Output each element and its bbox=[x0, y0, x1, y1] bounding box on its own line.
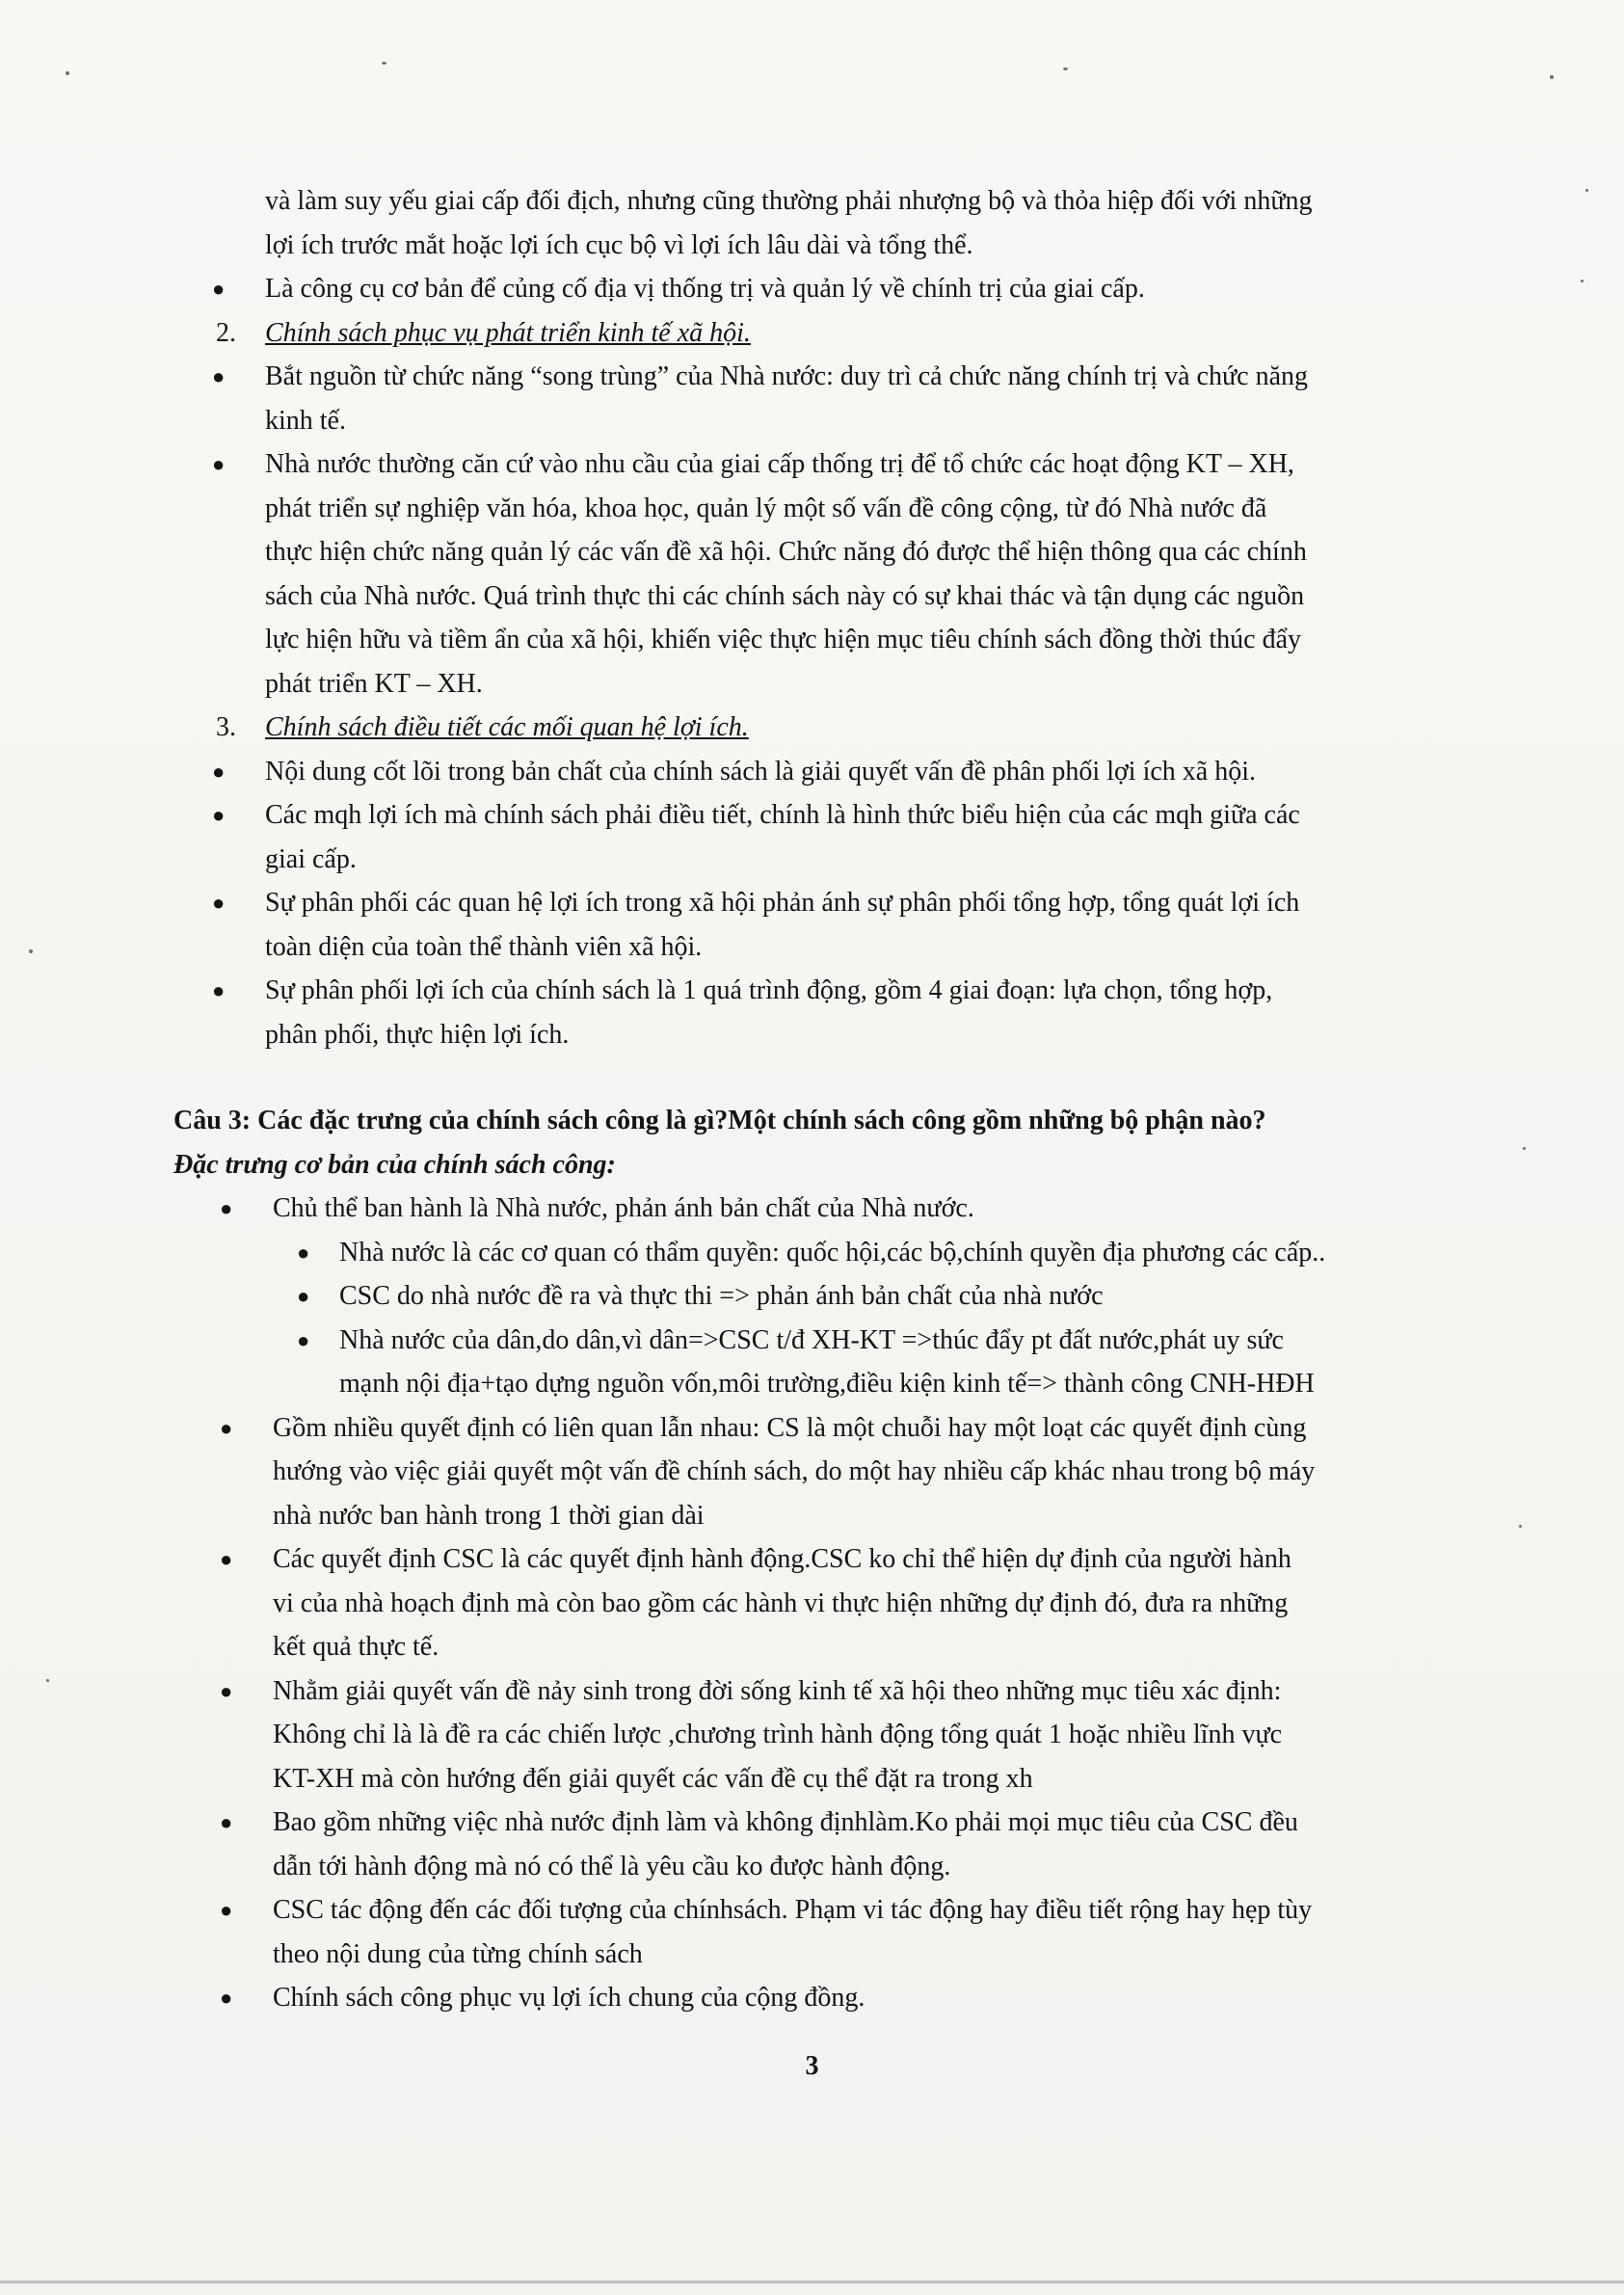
bullet-item bbox=[173, 1669, 1417, 1801]
text-line: Bao gồm những việc nhà nước định làm và không địnhlàm.Ko phải mọi mục tiêu của CSC đều bbox=[273, 1807, 1298, 1837]
text-line: giai cấp. bbox=[265, 843, 357, 874]
numbered-heading bbox=[173, 311, 1417, 356]
bullet-dot-icon: ● bbox=[297, 1327, 310, 1352]
bullet-item bbox=[173, 1187, 1417, 1231]
text-line: Nhà nước thường căn cứ vào nhu cầu của giai cấp thống trị để tổ chức các hoạt động KT – XH, bbox=[265, 449, 1294, 479]
text-line: hướng vào việc giải quyết một vấn đề chính sách, do một hay nhiều cấp khác nhau trong bộ máy bbox=[273, 1456, 1316, 1486]
text-line: Nhằm giải quyết vấn đề nảy sinh trong đời sống kinh tế xã hội theo những mục tiêu xác định: bbox=[273, 1675, 1282, 1706]
scan-speck bbox=[1519, 1525, 1522, 1528]
bullet-dot-icon: ● bbox=[212, 364, 226, 388]
text-line: sách của Nhà nước. Quá trình thực thi các chính sách này có sự khai thác và tận dụng các nguồn bbox=[265, 580, 1305, 611]
text-line: Chủ thể ban hành là Nhà nước, phản ánh bản chất của Nhà nước. bbox=[273, 1193, 974, 1223]
text-line: CSC do nhà nước đề ra và thực thi => phản ánh bản chất của nhà nước bbox=[339, 1281, 1104, 1311]
text-line: Gồm nhiều quyết định có liên quan lẫn nhau: CS là một chuỗi hay một loạt các quyết định cùng bbox=[273, 1412, 1307, 1443]
bullet-item bbox=[173, 1976, 1417, 2020]
bullet-dot-icon: ● bbox=[220, 1986, 233, 2010]
heading-text: Chính sách điều tiết các mối quan hệ lợi ích. bbox=[265, 712, 749, 742]
heading-text: Chính sách phục vụ phát triển kinh tế xã hội. bbox=[265, 317, 751, 348]
bullet-dot-icon: ● bbox=[297, 1284, 310, 1308]
scan-speck bbox=[382, 62, 386, 65]
text-line: Các quyết định CSC là các quyết định hành động.CSC ko chỉ thể hiện dự định của người hành bbox=[273, 1544, 1291, 1574]
bullet-dot-icon: ● bbox=[212, 803, 226, 827]
bullet-dot-icon: ● bbox=[220, 1678, 233, 1703]
text-line: Là công cụ cơ bản để củng cố địa vị thống trị và quản lý về chính trị của giai cấp. bbox=[265, 274, 1145, 304]
numbered-heading bbox=[173, 706, 1417, 750]
bullet-dot-icon: ● bbox=[212, 759, 226, 784]
scan-speck bbox=[66, 71, 69, 75]
text-line: KT-XH mà còn hướng đến giải quyết các vấn đề cụ thể đặt ra trong xh bbox=[273, 1763, 1033, 1794]
bullet-item bbox=[173, 1801, 1417, 1888]
scan-speck bbox=[1550, 75, 1554, 79]
heading-number: 3. bbox=[216, 712, 236, 742]
bullet-dot-icon: ● bbox=[212, 277, 226, 301]
bullet-item bbox=[173, 793, 1417, 881]
text-line: phân phối, thực hiện lợi ích. bbox=[265, 1019, 570, 1050]
scan-speck bbox=[46, 1679, 49, 1682]
text-line: thực hiện chức năng quản lý các vấn đề xã hội. Chức năng đó được thể hiện thông qua các chính bbox=[265, 537, 1307, 567]
text-line: Sự phân phối các quan hệ lợi ích trong xã hội phản ánh sự phân phối tổng hợp, tổng quát lợi ích bbox=[265, 888, 1300, 918]
page-number: 3 bbox=[805, 2051, 819, 2081]
text-line: Nhà nước là các cơ quan có thẩm quyền: quốc hội,các bộ,chính quyền địa phương các cấp.. bbox=[339, 1237, 1326, 1268]
bullet-item bbox=[173, 1888, 1417, 1976]
bullet-item bbox=[173, 442, 1417, 706]
bullet-dot-icon: ● bbox=[297, 1240, 310, 1265]
text-line: vi của nhà hoạch định mà còn bao gồm các hành vi thực hiện những dự định đó, đưa ra những bbox=[273, 1588, 1289, 1618]
text-line: dẫn tới hành động mà nó có thể là yêu cầu ko được hành động. bbox=[273, 1851, 951, 1881]
bullet-dot-icon: ● bbox=[220, 1196, 233, 1220]
question-heading: Câu 3: Các đặc trưng của chính sách công là gì?Một chính sách công gồm những bộ phận nào? bbox=[173, 1106, 1266, 1135]
text-line: Không chỉ là là đề ra các chiến lược ,chương trình hành động tổng quát 1 hoặc nhiều lĩnh vực bbox=[273, 1720, 1283, 1749]
bullet-dot-icon: ● bbox=[212, 978, 226, 1002]
text-line: và làm suy yếu giai cấp đối địch, nhưng cũng thường phải nhượng bộ và thỏa hiệp đối với những bbox=[265, 186, 1313, 216]
scan-speck bbox=[1581, 280, 1584, 282]
text-line: phát triển sự nghiệp văn hóa, khoa học, quản lý một số vấn đề công cộng, từ đó Nhà nước đã bbox=[265, 493, 1267, 523]
text-line: lực hiện hữu và tiềm ẩn của xã hội, khiến việc thực hiện mục tiêu chính sách đồng thời thúc đẩy bbox=[265, 625, 1302, 654]
bullet-item bbox=[173, 355, 1417, 442]
bullet-item bbox=[173, 881, 1417, 969]
text-line: kết quả thực tế. bbox=[273, 1632, 439, 1662]
scan-speck bbox=[1063, 67, 1068, 70]
text-line: lợi ích trước mắt hoặc lợi ích cục bộ vì lợi ích lâu dài và tổng thể. bbox=[265, 229, 973, 260]
bullet-dot-icon: ● bbox=[212, 452, 226, 476]
bullet-item bbox=[173, 267, 1417, 311]
heading-number: 2. bbox=[216, 317, 236, 348]
text-line: phát triển KT – XH. bbox=[265, 668, 483, 699]
paragraph-gap bbox=[173, 1056, 1417, 1099]
bullet-item bbox=[173, 969, 1417, 1056]
bullet-dot-icon: ● bbox=[220, 1810, 233, 1834]
text-line: Chính sách công phục vụ lợi ích chung của cộng đồng. bbox=[273, 1983, 865, 2013]
bullet-dot-icon: ● bbox=[212, 891, 226, 915]
bullet-item bbox=[173, 1406, 1417, 1538]
text-line: kinh tế. bbox=[265, 405, 346, 436]
bullet-item bbox=[173, 750, 1417, 794]
sub-bullet-item bbox=[173, 1231, 1417, 1275]
continued-paragraph bbox=[173, 179, 1417, 267]
sub-bullet-item bbox=[173, 1319, 1417, 1406]
text-line: theo nội dung của từng chính sách bbox=[273, 1938, 643, 1969]
text-line: Sự phân phối lợi ích của chính sách là 1 quá trình động, gồm 4 giai đoạn: lựa chọn, tổng hợp, bbox=[265, 975, 1273, 1005]
text-line: Các mqh lợi ích mà chính sách phải điều tiết, chính là hình thức biểu hiện của các mqh giữa các bbox=[265, 800, 1300, 830]
bullet-item bbox=[173, 1537, 1417, 1669]
bullet-dot-icon: ● bbox=[220, 1898, 233, 1922]
text-line: Bắt nguồn từ chức năng “song trùng” của Nhà nước: duy trì cả chức năng chính trị và chức năng bbox=[265, 361, 1309, 391]
text-line: nhà nước ban hành trong 1 thời gian dài bbox=[273, 1500, 705, 1531]
text-line: CSC tác động đến các đối tượng của chínhsách. Phạm vi tác động hay điều tiết rộng hay hẹp tùy bbox=[273, 1895, 1313, 1925]
text-line: mạnh nội địa+tạo dựng nguồn vốn,môi trường,điều kiện kinh tế=> thành công CNH-HĐH bbox=[339, 1369, 1315, 1399]
sub-bullet-item bbox=[173, 1274, 1417, 1319]
bullet-dot-icon: ● bbox=[220, 1415, 233, 1440]
section-subheading: Đặc trưng cơ bản của chính sách công: bbox=[173, 1149, 616, 1180]
scan-speck bbox=[1523, 1147, 1526, 1150]
scan-speck bbox=[29, 949, 33, 953]
document-body bbox=[173, 179, 1417, 2020]
scan-edge bbox=[0, 2281, 1624, 2283]
text-line: Nội dung cốt lõi trong bản chất của chính sách là giải quyết vấn đề phân phối lợi ích xã hội. bbox=[265, 756, 1256, 787]
bullet-dot-icon: ● bbox=[220, 1547, 233, 1571]
text-line: toàn diện của toàn thể thành viên xã hội. bbox=[265, 931, 703, 962]
text-line: Nhà nước của dân,do dân,vì dân=>CSC t/đ XH-KT =>thúc đẩy pt đất nước,phát uy sức bbox=[339, 1324, 1284, 1355]
scan-speck bbox=[1585, 189, 1588, 192]
